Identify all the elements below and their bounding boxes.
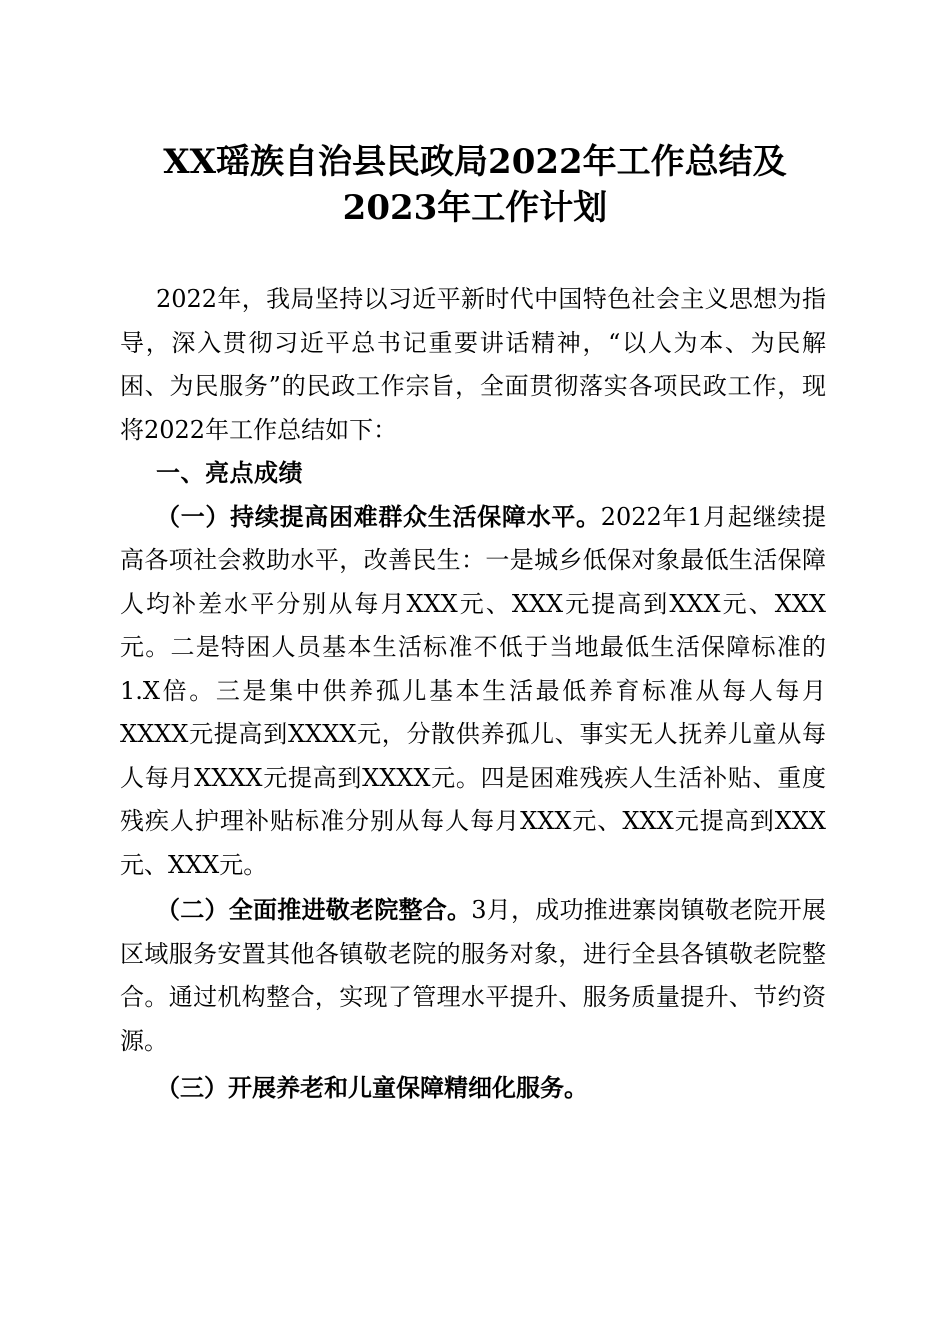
item-3-lead: （三）开展养老和儿童保障精细化服务。 (156, 1074, 588, 1102)
item-2-paragraph (120, 889, 826, 1063)
item-2-text: 3月，成功推进寨岗镇敬老院开展区域服务安置其他各镇敬老院的服务对象，进行全县各镇敬老院整合。通过机构整合，实现了管理水平提升、服务质量提升、节约资源。 (120, 896, 826, 1055)
item-1-lead: （一）持续提高困难群众生活保障水平。 (156, 502, 601, 531)
item-1-text: 2022年1月起继续提高各项社会救助水平，改善民生：一是城乡低保对象最低生活保障人均补差水平分别从每月XXX元、XXX元提高到XXX元、XXX元。二是特困人员基本生活标准不低于当地最低生活保障标准的1.X倍。三是集中供养孤儿基本生活最低养育标准从每人每月XXXX元提高到XXXX元，分散供养孤儿、事实无人抚养儿童从每人每月XXXX元提高到XXXX元。四是困难残疾人生活补贴、重度残疾人护理补贴标准分别从每人每月XXX元、XXX元提高到XXX元、XXX元。 (120, 502, 826, 879)
document-title-line-2: 2023年工作计划 (342, 188, 608, 228)
section-heading-highlights: 一、亮点成绩 (156, 459, 303, 487)
document-title-line-1: XX瑶族自治县民政局2022年工作总结及 (163, 142, 787, 182)
item-1-paragraph (120, 496, 826, 888)
item-3-paragraph (120, 1067, 826, 1111)
intro-paragraph: 2022年，我局坚持以习近平新时代中国特色社会主义思想为指导，深入贯彻习近平总书记重要讲话精神，“以人为本、为民解困、为民服务”的民政工作宗旨，全面贯彻落实各项民政工作，现将2022年工作总结如下： (120, 285, 826, 444)
item-2-lead: （二）全面推进敬老院整合。 (156, 896, 472, 924)
document-body (120, 278, 826, 1111)
